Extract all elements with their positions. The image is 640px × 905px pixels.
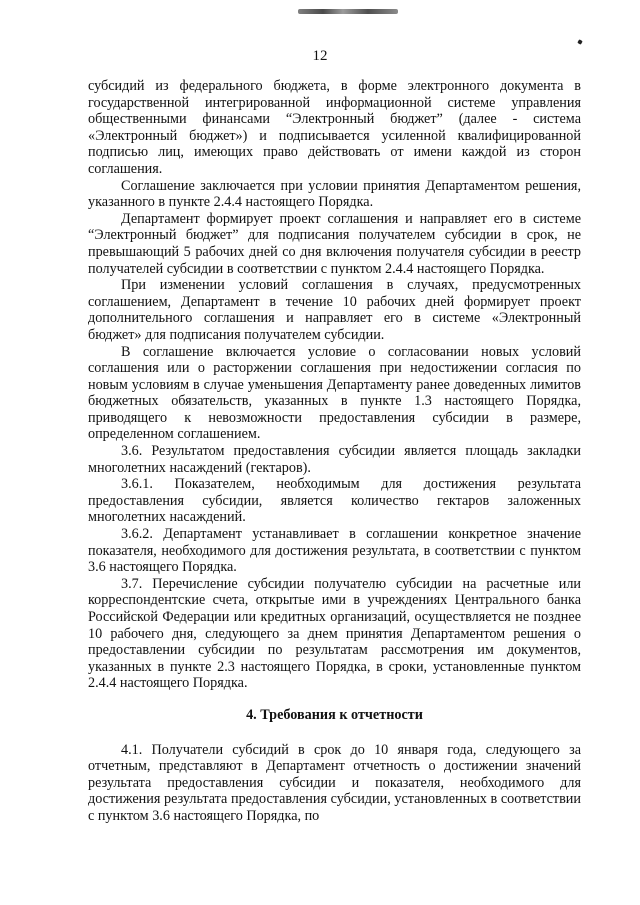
section-heading: 4. Требования к отчетности [246, 706, 423, 723]
paragraph-3-6: 3.6. Результатом предоставления субсидии является площадь закладки многолетних насаждений (гектаров). [88, 443, 581, 476]
scan-mark [577, 39, 582, 44]
paragraph-agreement-condition: Соглашение заключается при условии принятия Департаментом решения, указанного в пункте 2.4.4 настоящего Порядка. [88, 177, 581, 211]
paragraph-continuation: субсидий из федерального бюджета, в форме электронного документа в государственной интегрированной информационной системе управления общественными финансами “Электронный бюджет” (далее - система «Электронный бюджет») и подписывается усиленной квалифицированной подписью лиц, имеющих право действовать от имени каждой из сторон соглашения. [88, 78, 581, 177]
body-text [88, 78, 581, 825]
paragraph-agreement-change: При изменении условий соглашения в случаях, предусмотренных соглашением, Департамент в течение 10 рабочих дней формирует проект дополнительного соглашения и направляет его в системе «Электронный бюджет» для подписания получателем субсидии. [88, 277, 581, 343]
paragraph-3-6-2: 3.6.2. Департамент устанавливает в соглашении конкретное значение показателя, необходимого для достижения результата, в соответствии с пунктом 3.6 настоящего Порядка. [88, 526, 581, 576]
paragraph-3-7: 3.7. Перечисление субсидии получателю субсидии на расчетные или корреспондентские счета, открытые ими в учреждениях Центрального банка Российской Федерации или кредитных организаций, осуществляется не позднее 10 рабочего дня, следующего за днем принятия Департаментом решения о предоставлении субсидии по результатам рассмотрения им документов, указанных в пункте 2.3 настоящего Порядка, в сроки, установленные пунктом 2.4.4 настоящего Порядка. [88, 575, 581, 692]
paragraph-4-1: 4.1. Получатели субсидий в срок до 10 января года, следующего за отчетным, представляют в Департамент отчетность о достижении значений результата предоставления субсидии и показателя, необходимого для достижения результата предоставления субсидии, установленных в соответствии с пунктом 3.6 настоящего Порядка, по [88, 741, 581, 824]
paragraph-3-6-1: 3.6.1. Показателем, необходимым для достижения результата предоставления субсидии, является количество гектаров заложенных многолетних насаждений. [88, 476, 581, 526]
scan-artifact [298, 9, 398, 14]
page-number: 12 [312, 48, 328, 64]
paragraph-agreement-draft: Департамент формирует проект соглашения и направляет его в системе “Электронный бюджет” для подписания получателем субсидии в срок, не превышающий 5 рабочих дней со дня включения получателя субсидии в реестр получателей субсидии в соответствии с пунктом 2.4.4 настоящего Порядка. [88, 210, 581, 277]
paragraph-agreement-termination: В соглашение включается условие о согласовании новых условий соглашения или о расторжении соглашения при недостижении согласия по новым условиям в случае уменьшения Департаменту ранее доведенных лимитов бюджетных обязательств, указанных в пункте 1.3 настоящего Порядка, приводящего к невозможности предоставления субсидии в размере, определенном соглашением. [88, 343, 581, 443]
